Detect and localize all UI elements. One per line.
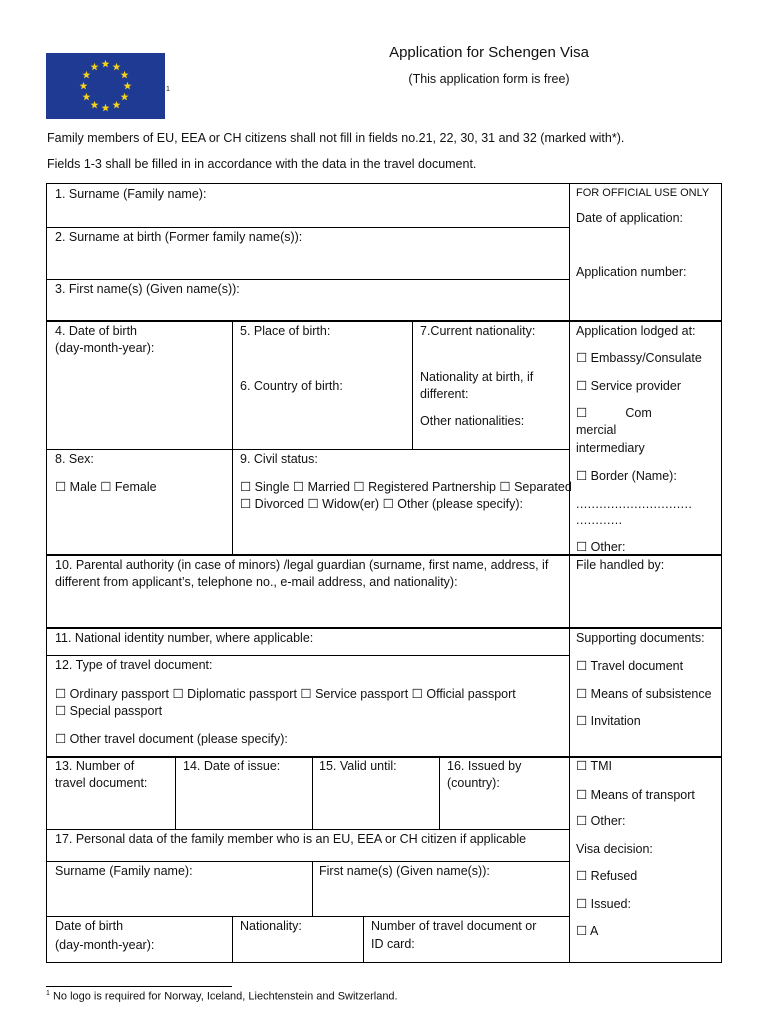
official-refused-checkbox[interactable]: ☐ Refused bbox=[576, 869, 638, 883]
field-8-sex-options[interactable]: ☐ Male ☐ Female bbox=[55, 480, 157, 494]
official-supporting-docs: Supporting documents: bbox=[576, 631, 705, 645]
official-commercial-2: mercial bbox=[576, 423, 617, 437]
field-9-options-2[interactable]: ☐ Divorced ☐ Widow(er) ☐ Other (please specify): bbox=[240, 497, 523, 511]
official-invitation-checkbox[interactable]: ☐ Invitation bbox=[576, 714, 641, 728]
star-icon bbox=[102, 104, 110, 112]
star-icon bbox=[82, 71, 90, 79]
official-border-dots-1: .............................. bbox=[576, 497, 693, 511]
field-11-national-id[interactable]: 11. National identity number, where applicable: bbox=[55, 631, 314, 645]
field-10-parental-authority[interactable]: 10. Parental authority (in case of minors) /legal guardian (surname, first name, address, if bbox=[55, 558, 549, 572]
field-17-date-of-birth-2: (day-month-year): bbox=[55, 938, 155, 952]
intro-note-1: Family members of EU, EEA or CH citizens shall not fill in fields no.21, 22, 30, 31 and 32 (marked with*). bbox=[47, 131, 625, 145]
official-other-checkbox[interactable]: ☐ Other: bbox=[576, 540, 626, 554]
field-17-nationality[interactable]: Nationality: bbox=[240, 919, 302, 933]
field-16-issued-by-2: (country): bbox=[447, 776, 500, 790]
intro-note-2: Fields 1-3 shall be filled in in accordance with the data in the travel document. bbox=[47, 157, 477, 171]
footnote-separator bbox=[46, 986, 232, 987]
field-7-nationality-at-birth[interactable]: Nationality at birth, if bbox=[420, 370, 534, 384]
star-icon bbox=[124, 82, 132, 90]
star-icon bbox=[121, 71, 129, 79]
field-13-doc-number-2: travel document: bbox=[55, 776, 148, 790]
star-icon bbox=[82, 93, 90, 101]
field-6-country-of-birth[interactable]: 6. Country of birth: bbox=[240, 379, 343, 393]
field-13-doc-number[interactable]: 13. Number of bbox=[55, 759, 135, 773]
field-17-date-of-birth[interactable]: Date of birth bbox=[55, 919, 124, 933]
official-type-a-checkbox[interactable]: ☐ A bbox=[576, 924, 599, 938]
footnote bbox=[46, 990, 398, 1003]
field-9-options-1[interactable]: ☐ Single ☐ Married ☐ Registered Partnership ☐ Separated bbox=[240, 480, 572, 494]
official-border-checkbox[interactable]: ☐ Border (Name): bbox=[576, 469, 677, 483]
star-icon bbox=[91, 101, 99, 109]
field-8-sex: 8. Sex: bbox=[55, 452, 94, 466]
form-subtitle: (This application form is free) bbox=[408, 72, 570, 86]
official-visa-decision: Visa decision: bbox=[576, 842, 653, 856]
field-1-surname[interactable]: 1. Surname (Family name): bbox=[55, 187, 207, 201]
star-icon bbox=[113, 63, 121, 71]
star-icon bbox=[91, 63, 99, 71]
field-10-parental-authority-2: different from applicant’s, telephone no., e-mail address, and nationality): bbox=[55, 575, 458, 589]
official-date-of-application: Date of application: bbox=[576, 211, 684, 225]
flag-footnote-mark: 1 bbox=[166, 86, 170, 93]
official-service-provider-checkbox[interactable]: ☐ Service provider bbox=[576, 379, 681, 393]
official-lodged-at: Application lodged at: bbox=[576, 324, 696, 338]
eu-flag-logo bbox=[46, 53, 165, 119]
official-application-number: Application number: bbox=[576, 265, 687, 279]
official-transport-checkbox[interactable]: ☐ Means of transport bbox=[576, 788, 695, 802]
official-issued-checkbox[interactable]: ☐ Issued: bbox=[576, 897, 631, 911]
official-subsistence-checkbox[interactable]: ☐ Means of subsistence bbox=[576, 687, 712, 701]
star-icon bbox=[102, 60, 110, 68]
field-7-other-nationalities[interactable]: Other nationalities: bbox=[420, 414, 525, 428]
field-17-family-member: 17. Personal data of the family member who is an EU, EEA or CH citizen if applicable bbox=[55, 832, 527, 846]
field-17-doc-number-2: ID card: bbox=[371, 937, 415, 951]
field-15-valid-until[interactable]: 15. Valid until: bbox=[319, 759, 397, 773]
star-icon bbox=[121, 93, 129, 101]
star-icon bbox=[113, 101, 121, 109]
footnote-mark: 1 bbox=[46, 990, 50, 997]
field-4-format: (day-month-year): bbox=[55, 341, 155, 355]
field-12-options-1[interactable]: ☐ Ordinary passport ☐ Diplomatic passport ☐ Service passport ☐ Official passport bbox=[55, 687, 516, 701]
official-commercial-3: intermediary bbox=[576, 441, 645, 455]
field-17-first-names[interactable]: First name(s) (Given name(s)): bbox=[319, 864, 490, 878]
official-tmi-checkbox[interactable]: ☐ TMI bbox=[576, 759, 612, 773]
official-use-heading: FOR OFFICIAL USE ONLY bbox=[576, 187, 710, 199]
field-17-surname[interactable]: Surname (Family name): bbox=[55, 864, 193, 878]
field-14-date-of-issue[interactable]: 14. Date of issue: bbox=[183, 759, 281, 773]
official-travel-doc-checkbox[interactable]: ☐ Travel document bbox=[576, 659, 684, 673]
field-3-first-names[interactable]: 3. First name(s) (Given name(s)): bbox=[55, 282, 240, 296]
official-file-handled-by: File handled by: bbox=[576, 558, 665, 572]
form-title: Application for Schengen Visa bbox=[389, 44, 589, 61]
official-other2-checkbox[interactable]: ☐ Other: bbox=[576, 814, 626, 828]
field-12-other[interactable]: ☐ Other travel document (please specify): bbox=[55, 732, 288, 746]
field-7-nationality-at-birth-2: different: bbox=[420, 387, 469, 401]
field-9-civil-status: 9. Civil status: bbox=[240, 452, 318, 466]
official-border-dots-2: ............ bbox=[576, 513, 623, 527]
official-embassy-checkbox[interactable]: ☐ Embassy/Consulate bbox=[576, 351, 702, 365]
official-commercial-checkbox[interactable]: ☐ Com bbox=[576, 406, 652, 420]
eu-stars-icon bbox=[46, 53, 165, 119]
field-17-doc-number[interactable]: Number of travel document or bbox=[371, 919, 537, 933]
star-icon bbox=[80, 82, 88, 90]
field-7-current-nationality[interactable]: 7.Current nationality: bbox=[420, 324, 536, 338]
field-5-place-of-birth[interactable]: 5. Place of birth: bbox=[240, 324, 331, 338]
field-2-surname-at-birth[interactable]: 2. Surname at birth (Former family name(s)): bbox=[55, 230, 303, 244]
field-12-options-2[interactable]: ☐ Special passport bbox=[55, 704, 163, 718]
field-4-date-of-birth[interactable]: 4. Date of birth bbox=[55, 324, 137, 338]
field-16-issued-by[interactable]: 16. Issued by bbox=[447, 759, 522, 773]
field-12-travel-doc-type: 12. Type of travel document: bbox=[55, 658, 213, 672]
footnote-text: No logo is required for Norway, Iceland, Liechtenstein and Switzerland. bbox=[49, 990, 398, 1003]
